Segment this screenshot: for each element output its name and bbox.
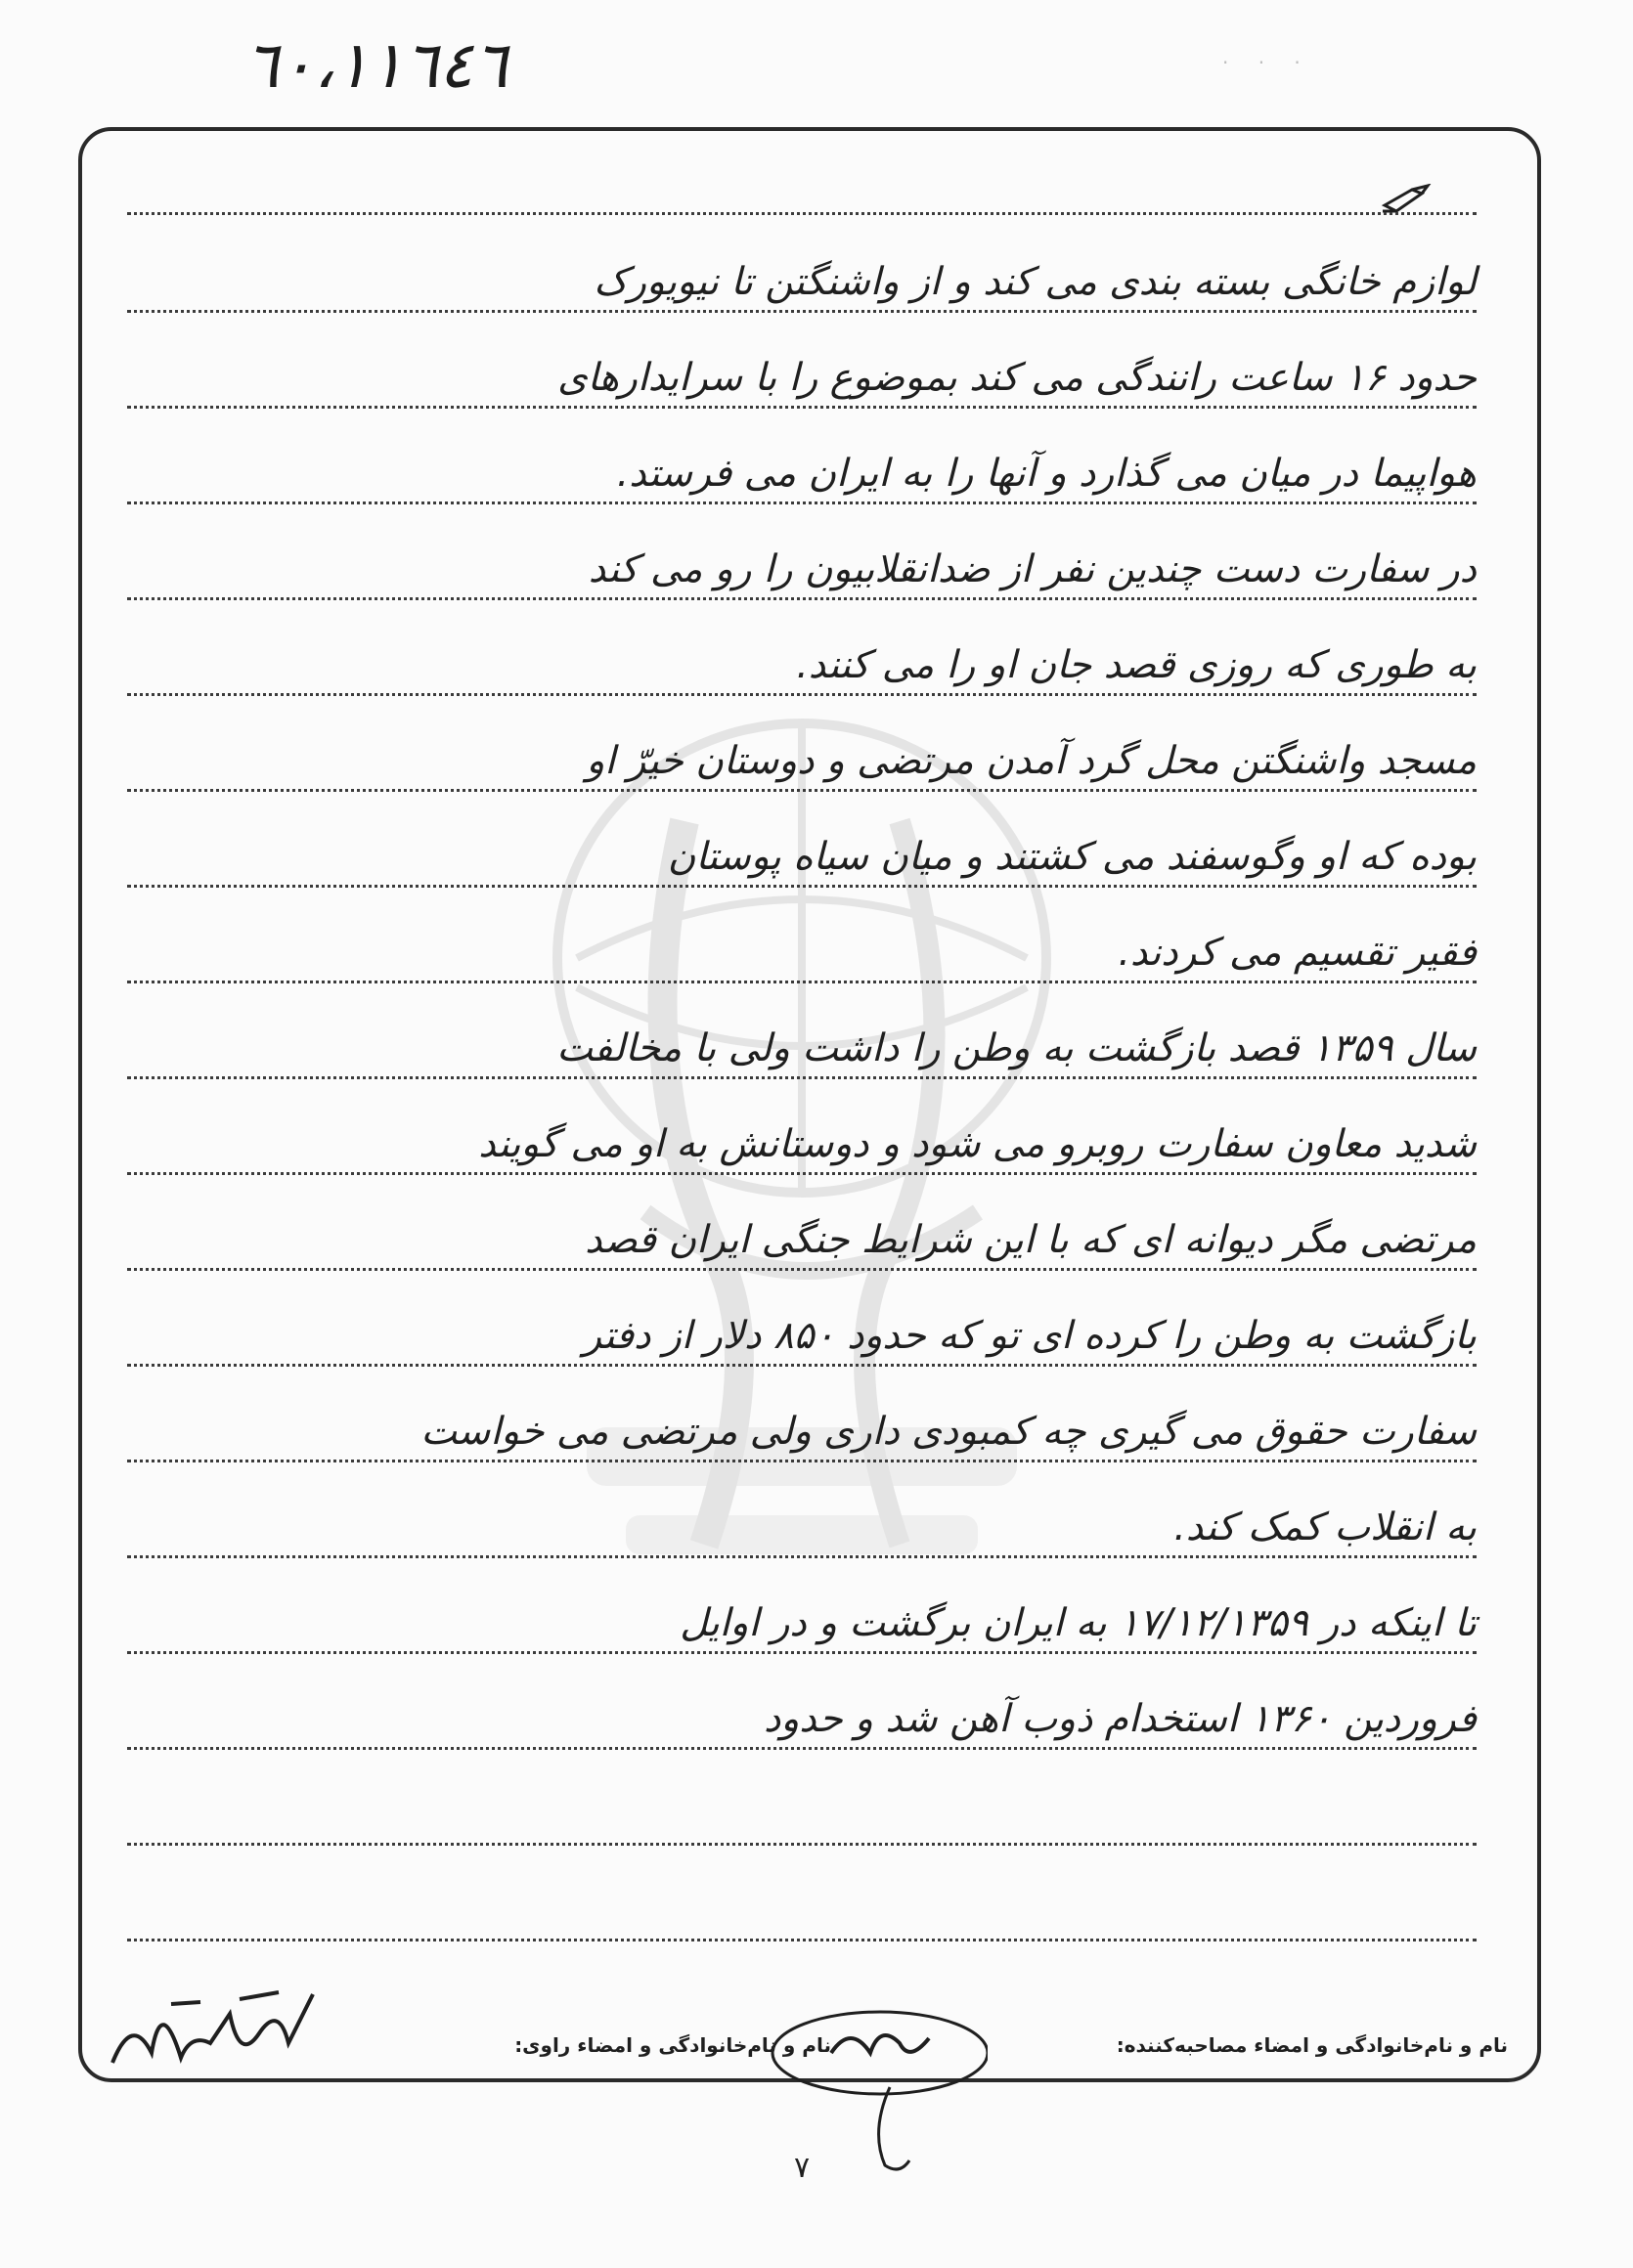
line-text: در سفارت دست چندین نفر از ضدانقلابیون را رو می کند — [588, 547, 1477, 591]
text-line — [127, 1097, 1477, 1175]
line-text: فروردین ۱۳۶۰ استخدام ذوب آهن شد و حدود — [764, 1697, 1477, 1741]
line-text: بازگشت به وطن را کرده ای تو که حدود ۸۵۰ دلار از دفتر — [583, 1314, 1477, 1358]
line-text: به طوری که روزی قصد جان او را می کنند. — [796, 643, 1477, 687]
line-text: تا اینکه در ۱۷/۱۲/۱۳۵۹ به ایران برگشت و در اوایل — [680, 1601, 1477, 1645]
line-text: مرتضی مگر دیوانه ای که با این شرایط جنگی ایران قصد — [585, 1218, 1477, 1262]
text-line — [127, 1384, 1477, 1462]
text-line — [127, 522, 1477, 600]
line-text: فقیر تقسیم می کردند. — [1118, 931, 1477, 975]
line-text: به انقلاب کمک کند. — [1173, 1505, 1477, 1549]
interviewer-signature-label: نام و نام‌خانوادگی و امضاء مصاحبه‌کننده: — [1116, 2033, 1508, 2057]
text-line — [127, 426, 1477, 504]
text-line — [127, 1767, 1477, 1846]
text-line — [127, 1001, 1477, 1079]
page-number: ۷ — [794, 2151, 811, 2185]
line-text: سفارت حقوق می گیری چه کمبودی داری ولی مرتضی می خواست — [420, 1410, 1477, 1454]
text-line — [127, 1480, 1477, 1558]
line-text: سال ۱۳۵۹ قصد بازگشت به وطن را داشت ولی با مخالفت — [556, 1026, 1477, 1070]
narrator-signature-label: نام و نام‌خانوادگی و امضاء راوی: — [514, 2033, 831, 2057]
line-text: حدود ۱۶ ساعت رانندگی می کند بموضوع را با سرایدارهای — [557, 356, 1477, 400]
text-line — [127, 137, 1477, 215]
text-line — [127, 618, 1477, 696]
document-number: ٦٠،١١٦٤٦ — [244, 27, 508, 103]
text-line — [127, 809, 1477, 888]
line-text: لوازم خانگی بسته بندی می کند و از واشنگتن تا نیویورک — [594, 260, 1477, 304]
narrator-signature — [93, 1975, 328, 2082]
text-line — [127, 905, 1477, 983]
text-line — [127, 1576, 1477, 1654]
line-text: بوده که او وگوسفند می کشتند و میان سیاه پوستان — [667, 835, 1477, 879]
line-text: مسجد واشنگتن محل گرد آمدن مرتضی و دوستان خیرّ او — [586, 739, 1477, 783]
line-text: شدید معاون سفارت روبرو می شود و دوستانش به او می گویند — [478, 1122, 1477, 1166]
text-line — [127, 1288, 1477, 1367]
text-line — [127, 330, 1477, 409]
line-text: هواپیما در میان می گذارد و آنها را به ایران می فرستد. — [616, 452, 1477, 496]
text-line — [127, 235, 1477, 313]
text-line — [127, 714, 1477, 792]
text-line — [127, 1193, 1477, 1271]
corner-marks: · · · — [1222, 51, 1312, 74]
text-line — [127, 1672, 1477, 1750]
text-line — [127, 1863, 1477, 1941]
